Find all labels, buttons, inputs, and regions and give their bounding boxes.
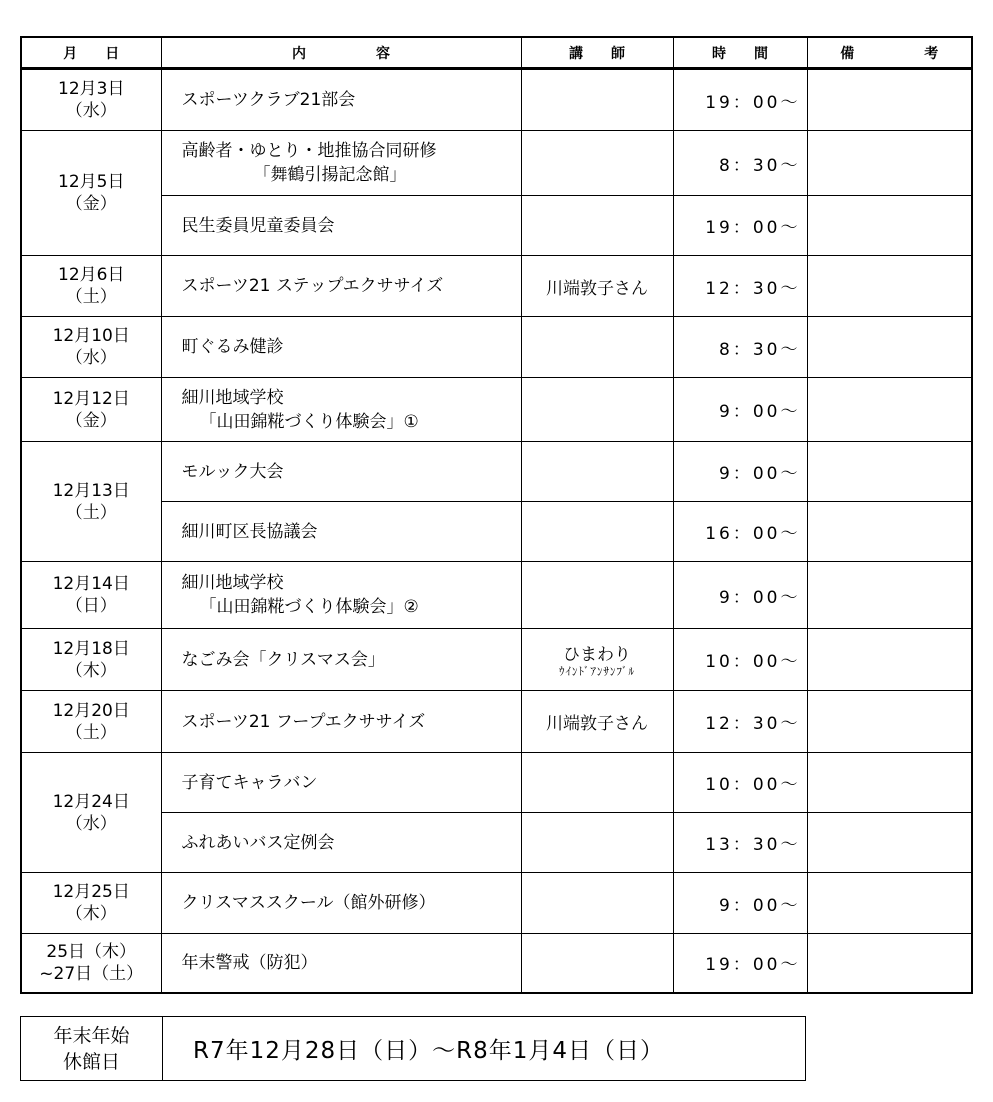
lecturer-cell [521,629,673,691]
event-content [161,196,521,256]
event-content [161,813,521,873]
event-content [161,753,521,813]
schedule-table [20,36,973,994]
table-row [21,131,972,196]
date-cell [21,317,161,378]
lecturer: 川端敦子さん [546,278,648,299]
event-title: 細川地域学校 [181,573,284,593]
weekday: （土） [65,722,117,743]
event-content [161,131,521,196]
date-cell [21,69,161,131]
event-title: スポーツクラブ21部会 [181,90,356,110]
event-title: クリスマススクール（館外研修） [181,893,436,913]
table-row [21,691,972,753]
remarks-cell [807,813,972,873]
date: 12月14日 [52,574,130,594]
event-subtitle: 「山田錦糀づくり体験会」② [199,597,419,617]
lecturer-cell [521,562,673,629]
remarks-cell [807,442,972,502]
event-content [161,629,521,691]
date: 12月12日 [52,388,130,409]
date-cell [21,256,161,317]
header-remarks: 備 考 [807,37,972,69]
holiday-closure-dates: R7年12月28日（日）～R8年1月4日（日） [163,1017,806,1081]
time-cell: 16：00～ [673,502,807,562]
event-content [161,442,521,502]
table-row [21,873,972,934]
date-cell [21,873,161,934]
table-row [21,317,972,378]
event-content [161,256,521,317]
time-cell: 9：00～ [673,442,807,502]
event-title: 細川町区長協議会 [181,521,318,542]
date-cell [21,131,161,256]
event-title: 民生委員児童委員会 [181,215,335,236]
event-title: 町ぐるみ健診 [181,337,284,357]
table-row [21,934,972,993]
time-cell: 9：00～ [673,873,807,934]
table-row [21,502,972,562]
weekday: （土） [65,502,117,523]
time-cell: 19：00～ [673,934,807,993]
lecturer-cell [521,378,673,442]
lecturer-cell [521,69,673,131]
event-title: 年末警戒（防犯） [181,952,318,973]
remarks-cell [807,873,972,934]
event-subtitle: 「山田錦糀づくり体験会」① [199,411,419,432]
date: 12月20日 [52,700,130,721]
event-title: モルック大会 [181,461,284,482]
header-row [21,37,972,69]
date: 12月25日 [52,882,130,902]
weekday: （土） [65,287,117,307]
weekday: （木） [65,660,117,681]
event-content [161,378,521,442]
time-cell: 9：00～ [673,562,807,629]
lecturer-cell [521,256,673,317]
date-cell [21,562,161,629]
remarks-cell [807,378,972,442]
weekday: （水） [65,101,117,121]
remarks-cell [807,502,972,562]
event-content [161,317,521,378]
lecturer-sub: ｳｲﾝﾄﾞｱﾝｻﾝﾌﾞﾙ [559,665,635,678]
header-content: 内 容 [161,37,521,69]
time-cell: 12：30～ [673,691,807,753]
event-title: スポーツ21 ステップエクササイズ [181,276,444,296]
remarks-cell [807,562,972,629]
time-cell: 10：00～ [673,629,807,691]
date: 12月18日 [52,638,130,659]
remarks-cell [807,629,972,691]
event-content [161,873,521,934]
table-row [21,256,972,317]
time-cell: 19：00～ [673,69,807,131]
event-title: なごみ会「クリスマス会」 [181,649,385,670]
event-title: スポーツ21 フープエクササイズ [181,711,426,732]
date-cell [21,378,161,442]
date-cell [21,753,161,873]
weekday: ~27日（土） [39,963,144,984]
lecturer-cell [521,813,673,873]
remarks-cell [807,753,972,813]
table-row [21,378,972,442]
remarks-cell [807,317,972,378]
date: 12月5日 [58,172,125,192]
header-date: 月 日 [21,37,161,69]
event-content [161,934,521,993]
remarks-cell [807,256,972,317]
date: 12月6日 [58,265,125,285]
holiday-closure-table [20,1016,806,1081]
table-row [21,753,972,813]
lecturer-cell [521,753,673,813]
label-line-1: 年末年始 [53,1024,130,1047]
lecturer-cell [521,691,673,753]
time-cell: 9：00～ [673,378,807,442]
event-content [161,562,521,629]
weekday: （日） [65,596,117,616]
lecturer-cell [521,131,673,196]
weekday: （水） [65,348,117,368]
lecturer-cell [521,317,673,378]
weekday: （木） [65,904,117,924]
date-cell [21,442,161,562]
event-title: 子育てキャラバン [181,772,318,793]
date: 12月24日 [52,791,130,812]
event-content [161,691,521,753]
lecturer: 川端敦子さん [546,714,648,734]
date-cell [21,629,161,691]
lecturer: ひまわり [563,645,631,665]
label-line-2: 休館日 [62,1050,120,1073]
time-cell: 12：30～ [673,256,807,317]
lecturer-cell [521,196,673,256]
event-title: ふれあいバス定例会 [181,832,335,853]
lecturer-cell [521,934,673,993]
date: 12月13日 [52,480,130,501]
table-row [21,629,972,691]
table-row [21,562,972,629]
table-row [21,69,972,131]
event-title: 高齢者・ゆとり・地推協合同研修 [181,141,437,161]
time-cell: 13：30～ [673,813,807,873]
remarks-cell [807,934,972,993]
date: 25日（木） [46,941,137,962]
header-time: 時 間 [673,37,807,69]
weekday: （金） [65,410,117,431]
lecturer-cell [521,873,673,934]
time-cell: 8：30～ [673,131,807,196]
table-row [21,442,972,502]
time-cell: 10：00～ [673,753,807,813]
remarks-cell [807,131,972,196]
date: 12月10日 [52,326,130,346]
table-row [21,196,972,256]
header-lecturer: 講 師 [521,37,673,69]
event-content [161,69,521,131]
weekday: （金） [65,194,117,214]
lecturer-cell [521,502,673,562]
event-content [161,502,521,562]
time-cell: 8：30～ [673,317,807,378]
event-subtitle: 「舞鶴引揚記念館」 [253,165,407,185]
date: 12月3日 [58,79,125,99]
table-row [21,813,972,873]
remarks-cell [807,69,972,131]
date-cell [21,691,161,753]
weekday: （水） [65,813,117,834]
holiday-closure-label [21,1017,163,1081]
remarks-cell [807,691,972,753]
date-cell [21,934,161,993]
remarks-cell [807,196,972,256]
lecturer-cell [521,442,673,502]
event-title: 細川地域学校 [181,387,284,408]
time-cell: 19：00～ [673,196,807,256]
